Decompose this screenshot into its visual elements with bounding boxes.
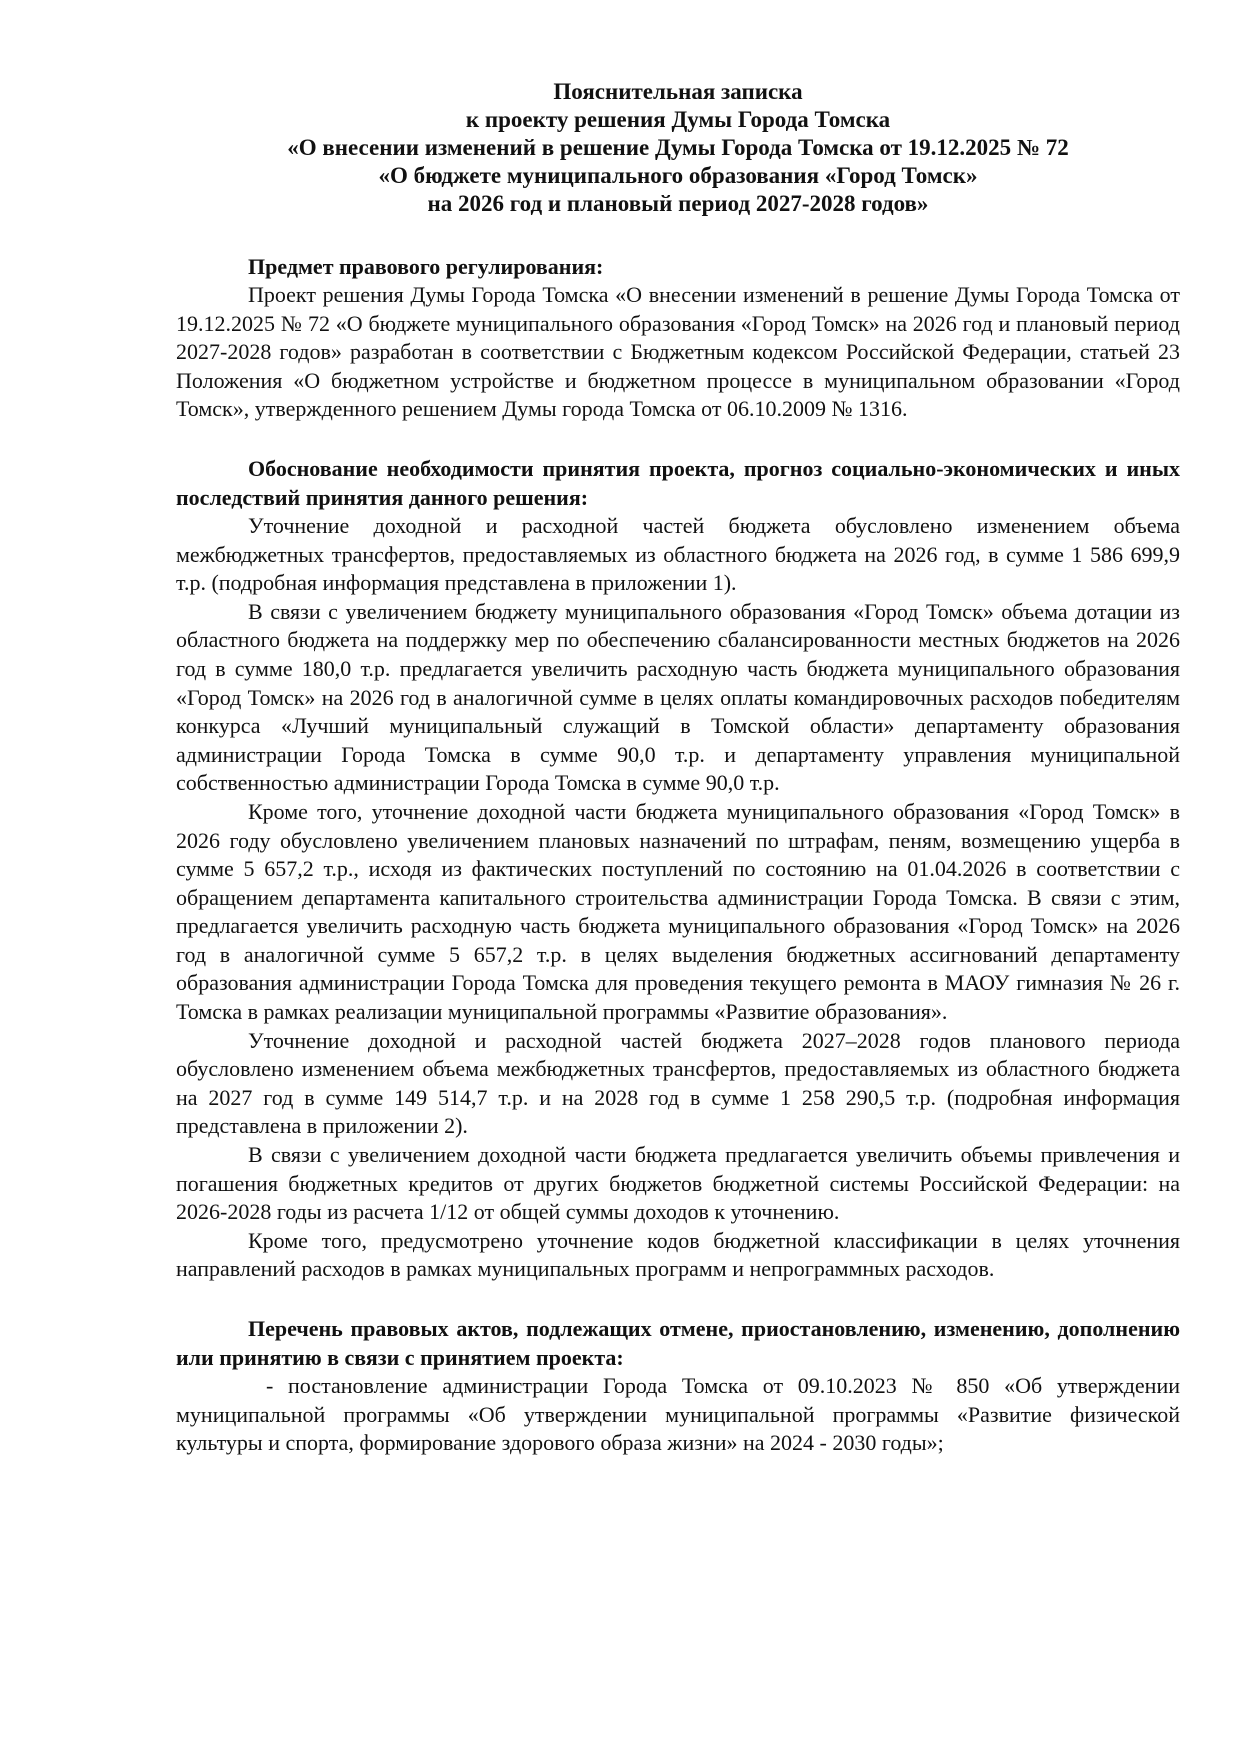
justification-section <box>176 454 1180 1284</box>
title-line-3: «О внесении изменений в решение Думы Города Томска от 19.12.2025 № 72 <box>287 135 1069 160</box>
title-line-1: Пояснительная записка <box>553 79 803 104</box>
justification-paragraph: Кроме того, предусмотрено уточнение кодов бюджетной классификации в целях уточнения направлений расходов в рамках муниципальных программ и непрограммных расходов. <box>176 1227 1180 1282</box>
acts-list-item: - постановление администрации Города Томска от 09.10.2023 № 850 «Об утверждении муниципальной программы «Об утверждении муниципальной программы «Развитие физической культуры и спорта, формирование здорового образа жизни» на 2024 - 2030 годы»; <box>176 1373 1180 1456</box>
acts-section <box>176 1314 1180 1458</box>
justification-paragraph: Кроме того, уточнение доходной части бюджета муниципального образования «Город Томск» в 2026 году обусловлено увеличением плановых назначений по штрафам, пеням, возмещению ущерба в сумме 5 657,2 т.р., исходя из фактических поступлений по состоянию на 01.04.2026 в соответствии с обращением департамента капитального строительства администрации Города Томска. В связи с этим, предлагается увеличить расходную часть бюджета муниципального образования «Город Томск» на 2026 год в аналогичной сумме 5 657,2 т.р. в целях выделения бюджетных ассигнований департаменту образования администрации Города Томска для проведения текущего ремонта в МАОУ гимназия № 26 г. Томска в рамках реализации муниципальной программы «Развитие образования». <box>176 798 1180 1025</box>
subject-paragraph: Проект решения Думы Города Томска «О внесении изменений в решение Думы Города Томска от 19.12.2025 № 72 «О бюджете муниципального образования «Город Томск» на 2026 год и плановый период 2027-2028 годов» разработан в соответствии с Бюджетным кодексом Российской Федерации, статьей 23 Положения «О бюджетном устройстве и бюджетном процессе в муниципальном образовании «Город Томск», утвержденного решением Думы города Томска от 06.10.2009 № 1316. <box>176 282 1180 422</box>
justification-paragraph: Уточнение доходной и расходной частей бюджета обусловлено изменением объема межбюджетных трансфертов, предоставляемых из областного бюджета на 2026 год, в сумме 1 586 699,9 т.р. (подробная информация представлена в приложении 1). <box>176 512 1180 596</box>
justification-paragraph: В связи с увеличением бюджету муниципального образования «Город Томск» объема дотации из областного бюджета на поддержку мер по обеспечению сбалансированности местных бюджетов на 2026 год в сумме 180,0 т.р. предлагается увеличить расходную часть бюджета муниципального образования «Город Томск» на 2026 год в аналогичной сумме в целях оплаты командировочных расходов победителям конкурса «Лучший муниципальный служащий в Томской области» департаменту образования администрации Города Томска в сумме 90,0 т.р. и департаменту управления муниципальной собственностью администрации Города Томска в сумме 90,0 т.р. <box>176 598 1180 796</box>
justification-heading: Обоснование необходимости принятия проекта, прогноз социально-экономических и иных последствий принятия данного решения: <box>176 455 1180 510</box>
subject-heading: Предмет правового регулирования: <box>248 254 604 279</box>
title-line-4: «О бюджете муниципального образования «Город Томск» <box>378 163 978 188</box>
title-line-5: на 2026 год и плановый период 2027-2028 годов» <box>427 191 929 216</box>
subject-section <box>176 252 1180 424</box>
justification-paragraph: Уточнение доходной и расходной частей бюджета 2027–2028 годов планового периода обусловлено изменением объема межбюджетных трансфертов, предоставляемых из областного бюджета на 2027 год в сумме 149 514,7 т.р. и на 2028 год в сумме 1 258 290,5 т.р. (подробная информация представлена в приложении 2). <box>176 1027 1180 1139</box>
title-line-2: к проекту решения Думы Города Томска <box>465 107 891 132</box>
justification-paragraph: В связи с увеличением доходной части бюджета предлагается увеличить объемы привлечения и погашения бюджетных кредитов от других бюджетов бюджетной системы Российской Федерации: на 2026-2028 годы из расчета 1/12 от общей суммы доходов к уточнению. <box>176 1142 1180 1225</box>
acts-heading: Перечень правовых актов, подлежащих отмене, приостановлению, изменению, дополнению или принятию в связи с принятием проекта: <box>176 1316 1180 1370</box>
document-title <box>176 78 1180 218</box>
